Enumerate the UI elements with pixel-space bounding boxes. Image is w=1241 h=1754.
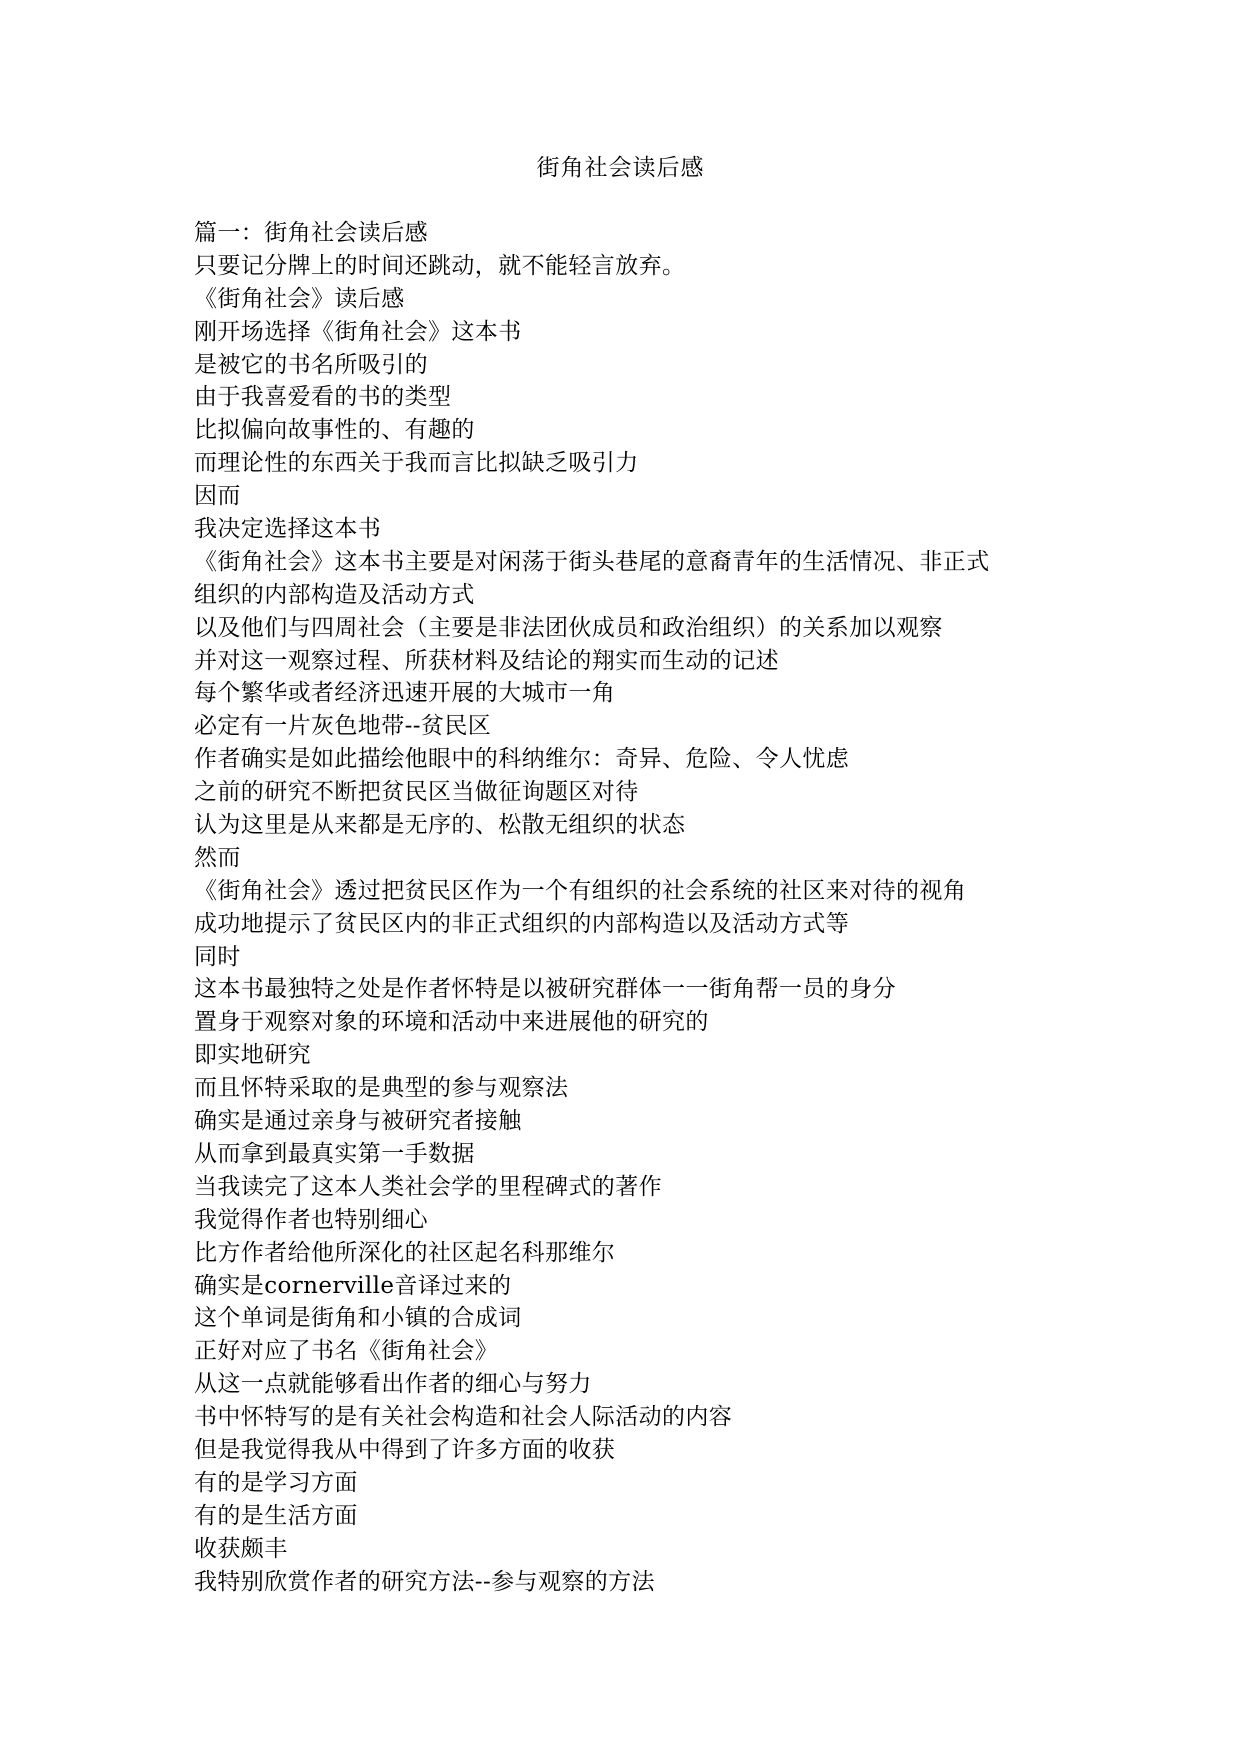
paragraph-line: 收获颇丰	[194, 1535, 288, 1562]
paragraph-line: 当我读完了这本人类社会学的里程碑式的著作	[194, 1173, 662, 1200]
paragraph-line: 而理论性的东西关于我而言比拟缺乏吸引力	[194, 450, 639, 477]
paragraph-line: 由于我喜爱看的书的类型	[194, 384, 452, 411]
paragraph-line: 然而	[194, 844, 241, 871]
paragraph-line: 但是我觉得我从中得到了许多方面的收获	[194, 1436, 616, 1463]
paragraph-line: 《街角社会》这本书主要是对闲荡于街头巷尾的意裔青年的生活情况、非正式	[194, 548, 990, 575]
paragraph-line: 只要记分牌上的时间还跳动，就不能轻言放弃。	[194, 252, 686, 279]
paragraph-line: 之前的研究不断把贫民区当做征询题区对待	[194, 779, 639, 806]
paragraph-line: 必定有一片灰色地带--贫民区	[194, 713, 492, 740]
paragraph-line: 书中怀特写的是有关社会构造和社会人际活动的内容	[194, 1404, 733, 1431]
paragraph-line: 刚开场选择《街角社会》这本书	[194, 318, 522, 345]
paragraph-line: 《街角社会》透过把贫民区作为一个有组织的社会系统的社区来对待的视角	[194, 877, 967, 904]
paragraph-line: 正好对应了书名《街角社会》	[194, 1338, 499, 1365]
document-body	[194, 217, 1094, 1598]
paragraph-line: 每个繁华或者经济迅速开展的大城市一角	[194, 680, 616, 707]
paragraph-line: 组织的内部构造及活动方式	[194, 581, 475, 608]
paragraph-line: 即实地研究	[194, 1042, 311, 1069]
paragraph-line: 这本书最独特之处是作者怀特是以被研究群体一一街角帮一员的身分	[194, 976, 896, 1003]
paragraph-line: 从而拿到最真实第一手数据	[194, 1140, 475, 1167]
paragraph-line: 篇一：街角社会读后感	[194, 220, 428, 246]
paragraph-line: 我特别欣赏作者的研究方法--参与观察的方法	[194, 1568, 655, 1595]
paragraph-line: 从这一点就能够看出作者的细心与努力	[194, 1371, 592, 1398]
paragraph-line: 我觉得作者也特别细心	[194, 1206, 428, 1233]
paragraph-line: 因而	[194, 483, 241, 510]
paragraph-line: 比方作者给他所深化的社区起名科那维尔	[194, 1239, 616, 1266]
paragraph-line: 置身于观察对象的环境和活动中来进展他的研究的	[194, 1009, 709, 1036]
paragraph-line: 同时	[194, 943, 241, 970]
paragraph-line: 是被它的书名所吸引的	[194, 351, 428, 378]
paragraph-line: 并对这一观察过程、所获材料及结论的翔实而生动的记述	[194, 647, 779, 674]
document-title: 街角社会读后感	[536, 155, 705, 181]
paragraph-line: 认为这里是从来都是无序的、松散无组织的状态	[194, 812, 686, 839]
paragraph-line: 《街角社会》读后感	[194, 285, 405, 312]
paragraph-line: 确实是cornerville音译过来的	[194, 1272, 512, 1299]
paragraph-line: 而且怀特采取的是典型的参与观察法	[194, 1075, 569, 1102]
paragraph-line: 有的是学习方面	[194, 1469, 358, 1496]
paragraph-line: 这个单词是街角和小镇的合成词	[194, 1305, 522, 1332]
paragraph-line: 我决定选择这本书	[194, 516, 382, 543]
paragraph-line: 有的是生活方面	[194, 1502, 358, 1529]
paragraph-line: 确实是通过亲身与被研究者接触	[194, 1108, 522, 1135]
paragraph-line: 比拟偏向故事性的、有趣的	[194, 417, 475, 444]
paragraph-line: 成功地提示了贫民区内的非正式组织的内部构造以及活动方式等	[194, 910, 850, 937]
paragraph-line: 作者确实是如此描绘他眼中的科纳维尔：奇异、危险、令人忧虑	[194, 746, 850, 773]
paragraph-line: 以及他们与四周社会（主要是非法团伙成员和政治组织）的关系加以观察	[194, 614, 943, 641]
